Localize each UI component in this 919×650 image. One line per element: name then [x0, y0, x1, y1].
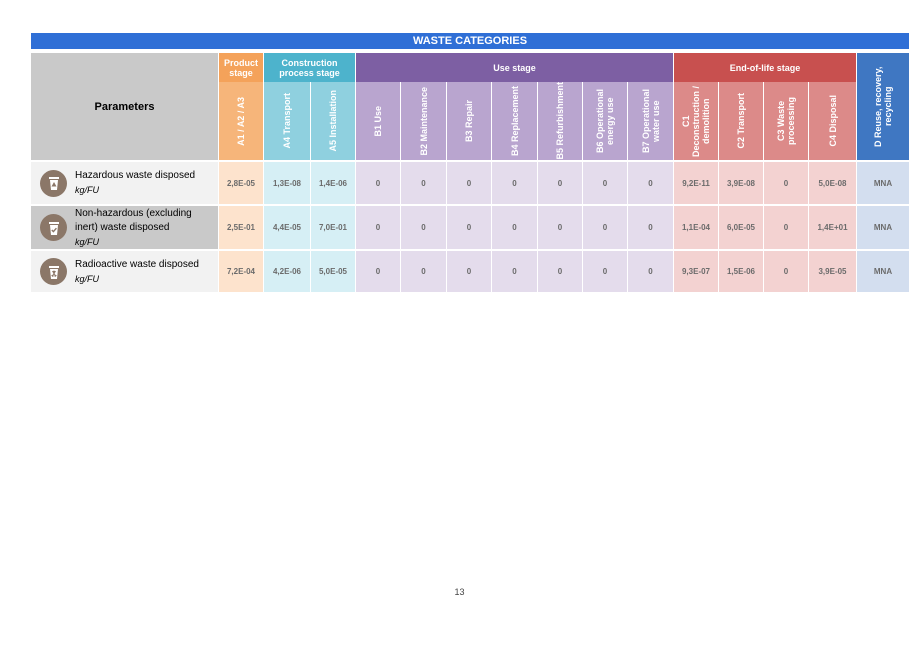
- module-header: C3 Waste processing: [764, 82, 808, 160]
- value-cell: 0: [356, 206, 400, 249]
- value-cell: 0: [764, 206, 808, 249]
- value-cell: 0: [628, 162, 673, 204]
- value-cell: 0: [401, 206, 446, 249]
- value-cell: 3,9E-08: [719, 162, 763, 204]
- table-title: WASTE CATEGORIES: [31, 33, 909, 49]
- value-cell: 5,0E-08: [809, 162, 856, 204]
- value-cell: 3,9E-05: [809, 251, 856, 292]
- value-cell: 0: [447, 206, 491, 249]
- value-cell: 0: [538, 206, 582, 249]
- stage-header-use: Use stage: [356, 53, 673, 82]
- value-cell: MNA: [857, 206, 909, 249]
- module-header: B1 Use: [356, 82, 400, 160]
- value-cell: 7,2E-04: [219, 251, 263, 292]
- stage-header-d: D Reuse, recovery, recycling: [857, 53, 909, 160]
- stage-header-eol: End-of-life stage: [674, 53, 856, 82]
- value-cell: 2,5E-01: [219, 206, 263, 249]
- row-label: [31, 206, 218, 249]
- value-cell: 1,5E-06: [719, 251, 763, 292]
- value-cell: 9,2E-11: [674, 162, 718, 204]
- value-cell: 9,3E-07: [674, 251, 718, 292]
- value-cell: 0: [764, 251, 808, 292]
- value-cell: 5,0E-05: [311, 251, 355, 292]
- value-cell: 0: [492, 206, 537, 249]
- value-cell: MNA: [857, 251, 909, 292]
- row-unit: kg/FU: [75, 236, 100, 247]
- module-header: B4 Replacement: [492, 82, 537, 160]
- value-cell: 1,4E+01: [809, 206, 856, 249]
- module-header: B6 Operational energy use: [583, 82, 627, 160]
- value-cell: 2,8E-05: [219, 162, 263, 204]
- value-cell: 4,2E-06: [264, 251, 310, 292]
- value-cell: 0: [356, 251, 400, 292]
- module-header: A4 Transport: [264, 82, 310, 160]
- module-header: C2 Transport: [719, 82, 763, 160]
- module-header: B7 Operational water use: [628, 82, 673, 160]
- module-header: B3 Repair: [447, 82, 491, 160]
- row-label-text: Non-hazardous (excluding inert) waste disposed: [75, 207, 192, 233]
- row-label: [31, 251, 218, 292]
- row-unit: kg/FU: [75, 273, 100, 284]
- value-cell: 0: [583, 162, 627, 204]
- value-cell: 7,0E-01: [311, 206, 355, 249]
- value-cell: 0: [356, 162, 400, 204]
- row-label-text: Hazardous waste disposed: [75, 170, 196, 181]
- page-number: 13: [454, 587, 465, 597]
- value-cell: 1,1E-04: [674, 206, 718, 249]
- module-header: B2 Maintenance: [401, 82, 446, 160]
- stage-header-construction: Construction process stage: [264, 53, 355, 82]
- value-cell: 0: [628, 251, 673, 292]
- row-label-text: Radioactive waste disposed: [75, 258, 199, 270]
- value-cell: 0: [583, 251, 627, 292]
- value-cell: 0: [492, 251, 537, 292]
- bin-check-icon: [40, 214, 67, 241]
- value-cell: 0: [583, 206, 627, 249]
- module-header: C1 Deconstruction / demolition: [674, 82, 718, 160]
- value-cell: 1,3E-08: [264, 162, 310, 204]
- parameters-header: Parameters: [31, 53, 218, 160]
- module-header: A1 / A2 / A3: [219, 82, 263, 160]
- row-unit: kg/FU: [75, 185, 100, 195]
- value-cell: 0: [538, 251, 582, 292]
- value-cell: 0: [447, 162, 491, 204]
- row-label: [31, 162, 218, 204]
- value-cell: MNA: [857, 162, 909, 204]
- stage-header-product: Product stage: [219, 53, 263, 82]
- value-cell: 0: [628, 206, 673, 249]
- module-header: A5 Installation: [311, 82, 355, 160]
- value-cell: 0: [401, 251, 446, 292]
- radioactive-bin-icon: [40, 258, 67, 285]
- value-cell: 0: [401, 162, 446, 204]
- value-cell: 0: [764, 162, 808, 204]
- value-cell: 0: [447, 251, 491, 292]
- hazardous-bin-icon: [40, 170, 67, 197]
- value-cell: 0: [492, 162, 537, 204]
- value-cell: 1,4E-06: [311, 162, 355, 204]
- module-header: B5 Refurbishment: [538, 82, 582, 160]
- value-cell: 4,4E-05: [264, 206, 310, 249]
- value-cell: 0: [538, 162, 582, 204]
- value-cell: 6,0E-05: [719, 206, 763, 249]
- module-header: C4 Disposal: [809, 82, 856, 160]
